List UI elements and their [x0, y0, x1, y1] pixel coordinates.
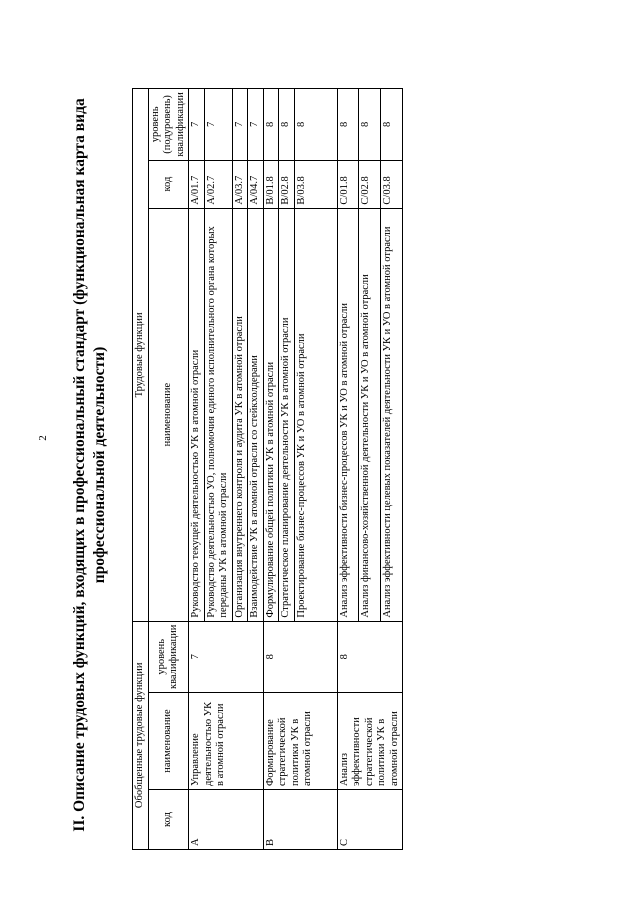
header-row-1 [133, 89, 149, 850]
function-code: A/01.7 [189, 160, 205, 208]
function-name: Руководство деятельностью УО, полномочия единого исполнительного органа которых переданы УК в атомной отрасли [204, 208, 232, 621]
section-title [70, 70, 110, 860]
function-code: C/02.8 [359, 160, 381, 208]
function-name: Анализ эффективности бизнес-процессов УК и УО в атомной отрасли [337, 208, 359, 621]
title-line-2: профессиональной деятельности) [91, 346, 108, 584]
function-name: Руководство текущей деятельностью УК в атомной отрасли [189, 208, 205, 621]
header-generalized: Обобщенные трудовые функции [133, 621, 149, 849]
function-level: 8 [279, 89, 295, 160]
header-code: код [148, 790, 189, 850]
function-name: Взаимодействие УК в атомной отрасли со стейкхолдерами [248, 208, 264, 621]
function-level: 8 [337, 89, 359, 160]
function-level: 7 [232, 89, 248, 160]
rotated-page-content [70, 70, 630, 860]
function-level: 7 [189, 89, 205, 160]
group-code: A [189, 790, 264, 850]
function-code: B/03.8 [294, 160, 337, 208]
header-name: наименование [148, 693, 189, 790]
function-level: 7 [204, 89, 232, 160]
function-name: Организация внутреннего контроля и аудита УК в атомной отрасли [232, 208, 248, 621]
table-row [189, 89, 205, 850]
header-sub-level: уровень (подуровень) квалификации [148, 89, 189, 160]
header-name-2: наименование [148, 208, 189, 621]
function-name: Проектирование бизнес-процессов УК и УО в атомной отрасли [294, 208, 337, 621]
header-qual-level: уровень квалификации [148, 621, 189, 692]
function-name: Стратегическое планирование деятельности УК в атомной отрасли [279, 208, 295, 621]
functional-map-table [132, 88, 403, 850]
function-code: C/03.8 [381, 160, 403, 208]
header-labor: Трудовые функции [133, 89, 149, 621]
function-code: C/01.8 [337, 160, 359, 208]
group-name: Управление деятельностью УК в атомной отрасли [189, 693, 264, 790]
function-code: B/01.8 [263, 160, 279, 208]
group-name: Формирование стратегической политики УК в атомной отрасли [263, 693, 337, 790]
function-level: 8 [381, 89, 403, 160]
function-level: 8 [263, 89, 279, 160]
function-code: B/02.8 [279, 160, 295, 208]
group-level: 8 [263, 621, 337, 692]
group-code: C [337, 790, 403, 850]
table-row [263, 89, 279, 850]
group-code: B [263, 790, 337, 850]
function-code: A/02.7 [204, 160, 232, 208]
function-code: A/03.7 [232, 160, 248, 208]
function-name: Анализ эффективности целевых показателей деятельности УК и УО в атомной отрасли [381, 208, 403, 621]
header-code-2: код [148, 160, 189, 208]
function-name: Анализ финансово-хозяйственной деятельности УК и УО в атомной отрасли [359, 208, 381, 621]
table-row [337, 89, 359, 850]
group-name: Анализ эффективности стратегической политики УК в атомной отрасли [337, 693, 403, 790]
function-level: 7 [248, 89, 264, 160]
function-name: Формулирование общей политики УК в атомной отрасли [263, 208, 279, 621]
page-number: 2 [36, 435, 49, 441]
function-level: 8 [294, 89, 337, 160]
group-level: 8 [337, 621, 403, 692]
header-row-2 [148, 89, 189, 850]
function-code: A/04.7 [248, 160, 264, 208]
function-level: 8 [359, 89, 381, 160]
group-level: 7 [189, 621, 264, 692]
title-line-1: II. Описание трудовых функций, входящих в профессиональный стандарт (функциональная карта вида [71, 98, 88, 832]
